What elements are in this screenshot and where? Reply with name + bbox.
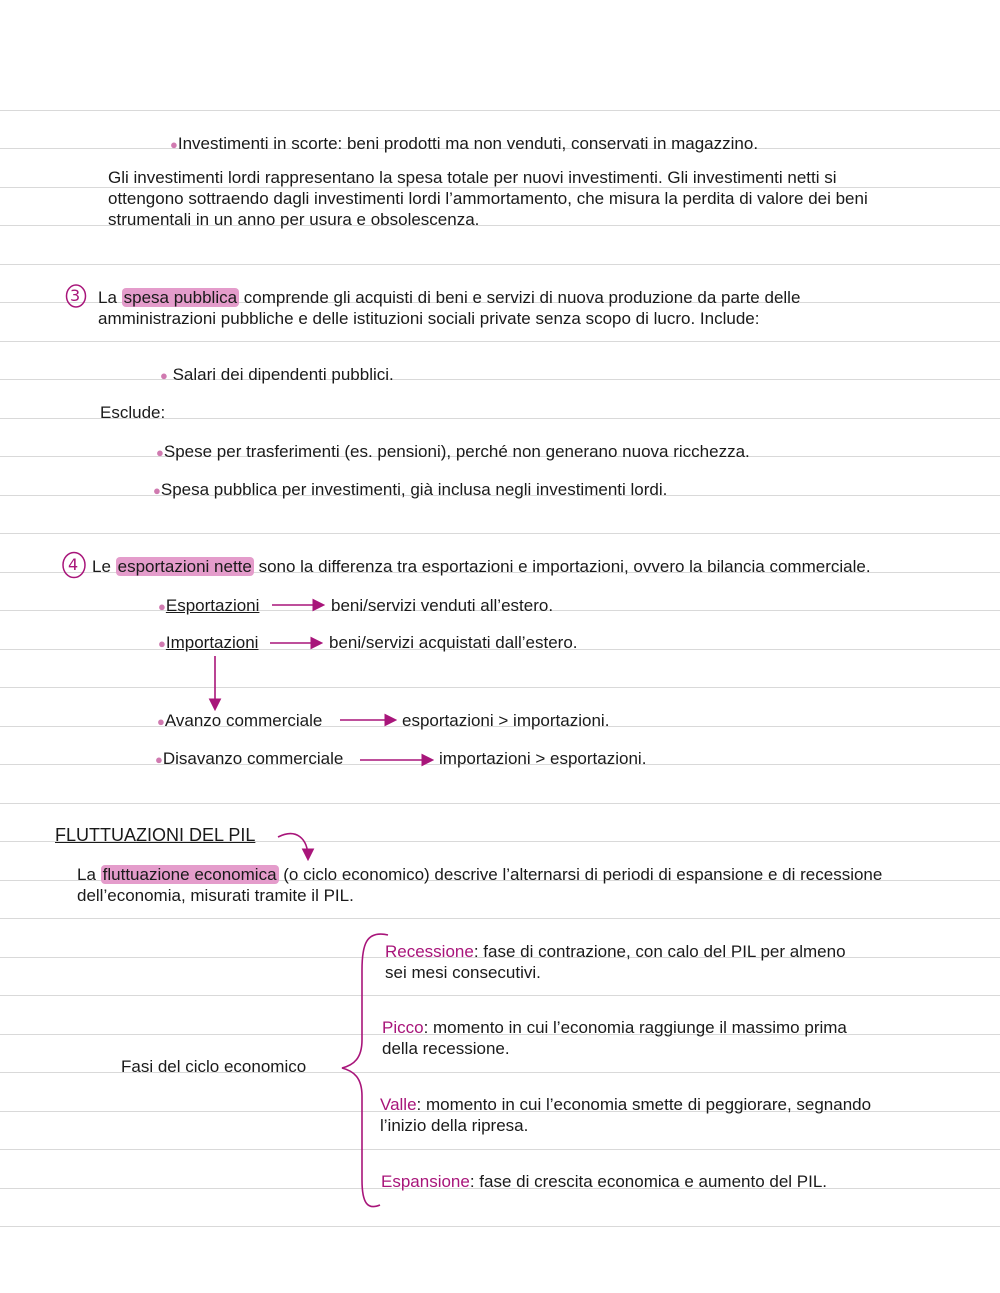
import-label: Importazioni: [165, 633, 259, 652]
bullet-item-scorte: [170, 133, 758, 155]
bullet-item-trasferimenti: [156, 441, 750, 463]
section-number-4: [61, 551, 87, 579]
phase-valle-line1: [380, 1094, 871, 1115]
rule-line: [0, 803, 1000, 804]
bullet-item-disavanzo: [155, 748, 343, 770]
salari-text: Salari dei dipendenti pubblici.: [172, 365, 394, 384]
bullet-item-salari: [160, 364, 394, 386]
rule-line: [0, 341, 1000, 342]
section-number-text: 4: [68, 555, 79, 574]
esportazioni-post: sono la differenza tra esportazioni e importazioni, ovvero la bilancia commerciale.: [253, 557, 871, 576]
phase-espansione-line1: [381, 1171, 827, 1192]
fluttuazioni-post: (o ciclo economico) descrive l’alternarsi di periodi di espansione e di recessione: [278, 865, 883, 884]
bullet-item-investimenti: [153, 479, 667, 501]
section-number-3: [65, 284, 87, 308]
phase-picco-line1: [382, 1017, 847, 1038]
scorte-text: Investimenti in scorte: beni prodotti ma non venduti, conservati in magazzino.: [177, 134, 759, 153]
disavanzo-desc: importazioni > esportazioni.: [439, 749, 647, 768]
rule-line: [0, 264, 1000, 265]
import-desc: beni/servizi acquistati dall’estero.: [329, 633, 578, 652]
fluttuazioni-term-highlight: fluttuazione economica: [102, 865, 277, 884]
bullet-dot: ●: [156, 445, 164, 460]
section-number-text: 3: [70, 286, 81, 305]
rule-line: [0, 379, 1000, 380]
bullet-item-importazioni: [158, 632, 258, 654]
paragraph-investimenti-lordi-line2: ottengono sottraendo dagli investimenti lordi l’ammortamento, che misura la perdita di valore dei beni: [108, 189, 868, 208]
bullet-dot: ●: [155, 752, 163, 767]
rule-line: [0, 1149, 1000, 1150]
esportazioni-term-highlight: esportazioni nette: [117, 557, 252, 576]
bullet-dot: ●: [153, 483, 161, 498]
bullet-dot: ●: [158, 599, 166, 614]
phase-term: Picco: [382, 1018, 424, 1037]
section-heading-fluttuazioni: FLUTTUAZIONI DEL PIL: [55, 825, 256, 845]
esclude-label: Esclude:: [100, 403, 166, 422]
fluttuazioni-line2: dell’economia, misurati tramite il PIL.: [77, 886, 354, 905]
avanzo-label: Avanzo commerciale: [164, 711, 323, 730]
esportazioni-line1: [92, 556, 871, 577]
rule-line: [0, 533, 1000, 534]
phase-valle-line2: l’inizio della ripresa.: [380, 1116, 529, 1135]
phase-term: Espansione: [381, 1172, 470, 1191]
paragraph-investimenti-lordi-line1: Gli investimenti lordi rappresentano la spesa totale per nuovi investimenti. Gli investimenti netti si: [108, 168, 837, 187]
phase-desc: : momento in cui l’economia smette di peggiorare, segnando: [416, 1095, 872, 1114]
fasi-label: Fasi del ciclo economico: [121, 1057, 307, 1076]
avanzo-desc: esportazioni > importazioni.: [402, 711, 610, 730]
spesa-line1: [98, 287, 800, 308]
spesa-line2: amministrazioni pubbliche e delle istituzioni sociali private senza scopo di lucro. Include:: [98, 309, 760, 328]
trasferimenti-text: Spese per trasferimenti (es. pensioni), perché non generano nuova ricchezza.: [163, 442, 750, 461]
export-label: Esportazioni: [165, 596, 260, 615]
rule-line: [0, 1226, 1000, 1227]
rule-line: [0, 995, 1000, 996]
bullet-dot: ●: [157, 714, 165, 729]
bullet-dot: ●: [170, 137, 178, 152]
spesa-term-highlight: spesa pubblica: [123, 288, 238, 307]
phase-term: Recessione: [385, 942, 474, 961]
phase-recessione-line2: sei mesi consecutivi.: [385, 963, 541, 982]
fluttuazioni-line1: [77, 864, 882, 885]
phase-desc: : fase di crescita economica e aumento del PIL.: [469, 1172, 828, 1191]
bullet-item-esportazioni: [158, 595, 259, 617]
phase-recessione-line1: [385, 941, 846, 962]
export-desc: beni/servizi venduti all’estero.: [331, 596, 554, 615]
spesa-post: comprende gli acquisti di beni e servizi di nuova produzione da parte delle: [239, 288, 801, 307]
spesa-pre: La: [98, 288, 122, 307]
rule-line: [0, 918, 1000, 919]
bullet-item-avanzo: [157, 710, 322, 732]
investimenti-text: Spesa pubblica per investimenti, già inclusa negli investimenti lordi.: [160, 480, 668, 499]
curved-arrow-icon: [278, 834, 308, 858]
paragraph-investimenti-lordi-line3: strumentali in un anno per usura e obsolescenza.: [108, 210, 480, 229]
bullet-dot: ●: [158, 636, 166, 651]
rule-line: [0, 687, 1000, 688]
disavanzo-label: Disavanzo commerciale: [162, 749, 344, 768]
phase-term: Valle: [380, 1095, 417, 1114]
curly-brace-icon: [342, 934, 388, 1207]
bullet-dot: ●: [160, 368, 168, 383]
phase-desc: : fase di contrazione, con calo del PIL per almeno: [473, 942, 846, 961]
rule-line: [0, 110, 1000, 111]
phase-desc: : momento in cui l’economia raggiunge il massimo prima: [423, 1018, 847, 1037]
fluttuazioni-pre: La: [77, 865, 101, 884]
phase-picco-line2: della recessione.: [382, 1039, 510, 1058]
esportazioni-pre: Le: [92, 557, 116, 576]
